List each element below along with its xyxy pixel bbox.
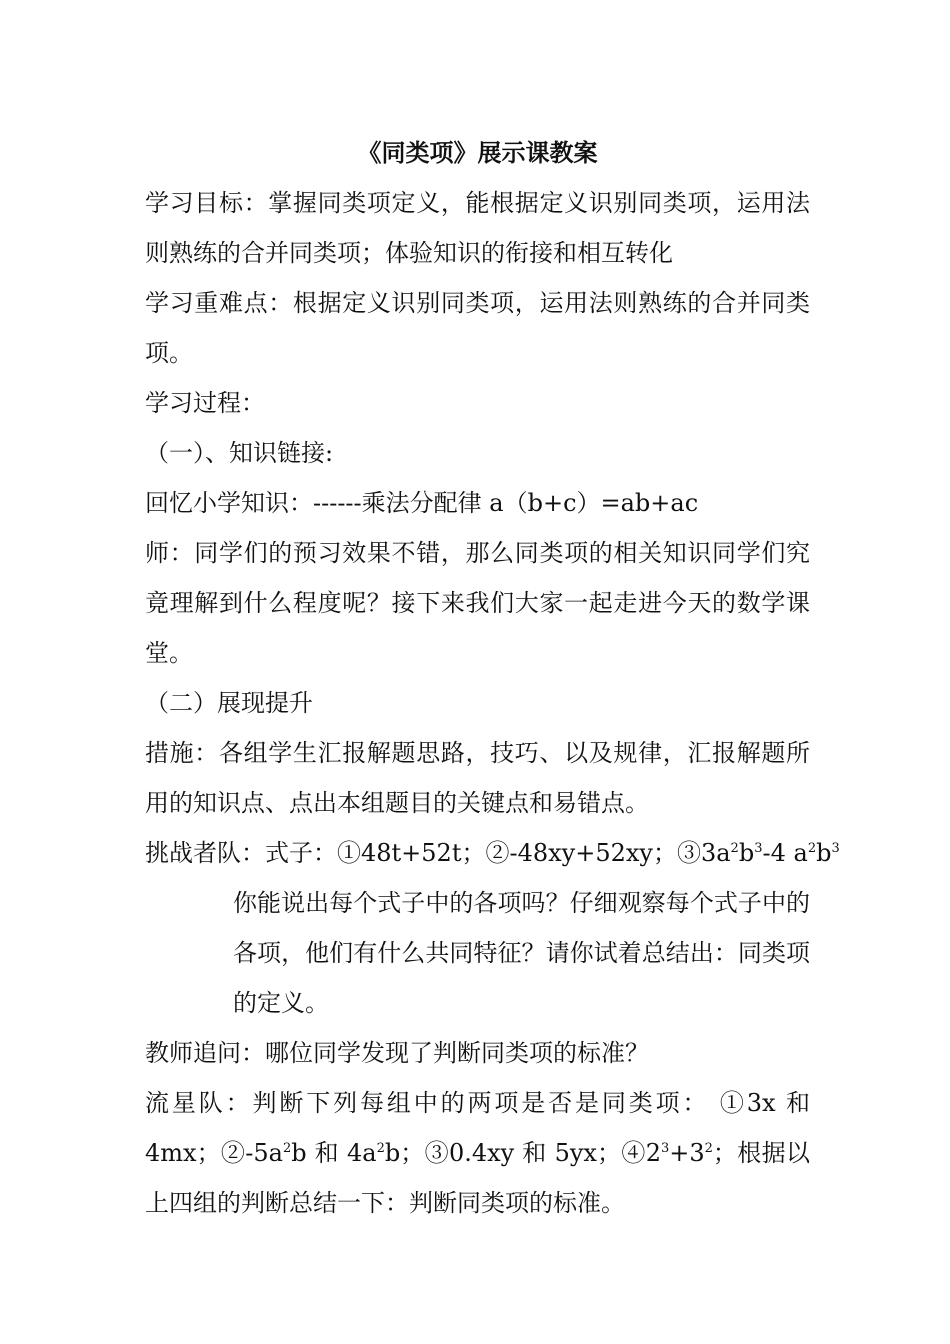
- learning-difficulty: 学习重难点：根据定义识别同类项，运用法则熟练的合并同类项。: [145, 289, 810, 367]
- section-show-improve: （二）展现提升: [145, 689, 313, 717]
- challenger-question: 你能说出每个式子中的各项吗？仔细观察每个式子中的各项，他们有什么共同特征？请你试着总结出：同类项的定义。: [233, 889, 810, 1017]
- meteor-team-paragraph: 流星队：判断下列每组中的两项是否是同类项： ①3x 和 4mx；$②-5a^2b$ 和 $4a^2b$；③0.4xy 和 5yx；$④2^3+3^2$；根据以上四组的判断总结一下：判断同类项的标准。: [145, 1089, 811, 1217]
- recall-paragraph: 回忆小学知识：------乘法分配律 a（b+c）=ab+ac: [145, 489, 699, 517]
- teacher-follow-up: 教师追问：哪位同学发现了判断同类项的标准？: [145, 1039, 649, 1067]
- learning-goal: 学习目标：掌握同类项定义，能根据定义识别同类项，运用法则熟练的合并同类项；体验知识的衔接和相互转化: [145, 189, 810, 267]
- learning-process-heading: 学习过程：: [145, 389, 265, 417]
- teacher-paragraph: 师：同学们的预习效果不错，那么同类项的相关知识同学们究竟理解到什么程度呢？接下来我们大家一起走进今天的数学课堂。: [145, 539, 810, 667]
- document-title: 《同类项》展示课教案: [357, 138, 598, 167]
- section-knowledge-link: （一）、知识链接:: [145, 439, 334, 467]
- measures-paragraph: 措施：各组学生汇报解题思路，技巧、以及规律，汇报解题所用的知识点、点出本组题目的关键点和易错点。: [145, 739, 810, 817]
- document-page: [145, 128, 840, 1228]
- challenger-expressions: 挑战者队：式子：①48t+52t；②-48xy+52xy；$③3a^2b^3-4$ $a^2b^3$: [145, 839, 840, 867]
